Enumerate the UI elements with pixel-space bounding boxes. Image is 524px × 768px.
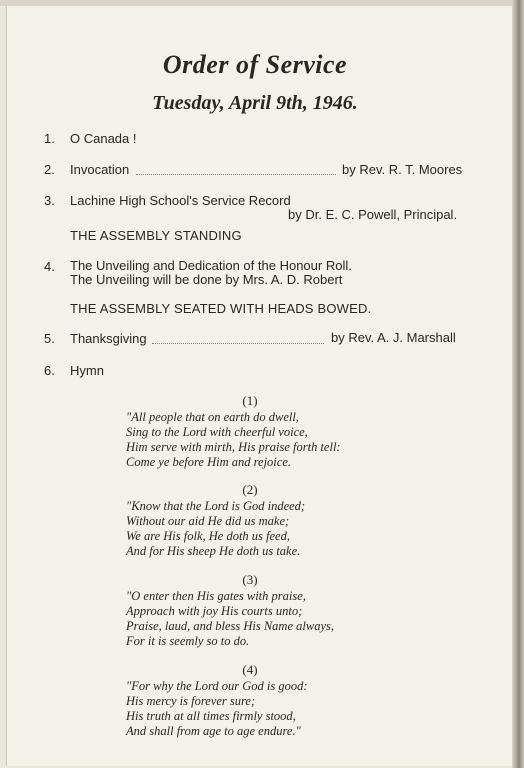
item-service-record-by: by Dr. E. C. Powell, Principal. bbox=[288, 207, 458, 222]
leader-dots bbox=[152, 343, 324, 344]
item-hymn: Hymn bbox=[70, 363, 104, 378]
verse-line: And for His sheep He doth us take. bbox=[126, 544, 301, 558]
item-number: 2. bbox=[44, 162, 55, 177]
verse-line: "Know that the Lord is God indeed; bbox=[126, 499, 306, 513]
verse-line: Without our aid He did us make; bbox=[126, 514, 290, 528]
item-invocation: Invocation bbox=[70, 162, 130, 177]
item-invocation-by: by Rev. R. T. Moores bbox=[342, 162, 463, 177]
verse-line: For it is seemly so to do. bbox=[126, 634, 250, 648]
verse-line: His mercy is forever sure; bbox=[126, 694, 256, 708]
verse-number: (4) bbox=[242, 662, 258, 677]
verse-line: Him serve with mirth, His praise forth tell: bbox=[126, 440, 341, 454]
item-number: 5. bbox=[44, 331, 55, 346]
item-thanksgiving: Thanksgiving bbox=[70, 331, 147, 346]
page-binding-edge bbox=[512, 0, 524, 768]
verse-line: Approach with joy His courts unto; bbox=[126, 604, 303, 618]
item-thanksgiving-by: by Rev. A. J. Marshall bbox=[331, 330, 456, 345]
item-honour-roll-unveiling: The Unveiling will be done by Mrs. A. D. Robert bbox=[70, 272, 343, 287]
item-number: 1. bbox=[44, 131, 55, 146]
item-number: 4. bbox=[44, 259, 55, 274]
verse-number: (1) bbox=[242, 393, 258, 408]
verse-line: Sing to the Lord with cheerful voice, bbox=[126, 425, 308, 439]
verse-number: (2) bbox=[242, 482, 258, 497]
verse-line: Praise, laud, and bless His Name always, bbox=[126, 619, 334, 633]
verse-line: And shall from age to age endure." bbox=[126, 724, 301, 738]
verse-line: His truth at all times firmly stood, bbox=[126, 709, 296, 723]
item-o-canada: O Canada ! bbox=[70, 131, 137, 146]
item-number: 3. bbox=[44, 193, 55, 208]
page-title: Order of Service bbox=[162, 50, 348, 79]
program-page bbox=[6, 6, 513, 766]
service-date: Tuesday, April 9th, 1946. bbox=[152, 92, 358, 114]
item-service-record: Lachine High School's Service Record bbox=[70, 193, 291, 208]
leader-dots bbox=[136, 174, 336, 175]
verse-line: "All people that on earth do dwell, bbox=[126, 410, 299, 424]
verse-line: We are His folk, He doth us feed, bbox=[126, 529, 290, 543]
verse-line: Come ye before Him and rejoice. bbox=[126, 455, 291, 469]
verse-line: "O enter then His gates with praise, bbox=[126, 589, 306, 603]
direction-seated: THE ASSEMBLY SEATED WITH HEADS BOWED. bbox=[70, 301, 372, 316]
verse-line: "For why the Lord our God is good: bbox=[126, 679, 308, 693]
verse-number: (3) bbox=[242, 572, 258, 587]
direction-standing: THE ASSEMBLY STANDING bbox=[70, 228, 242, 243]
item-honour-roll: The Unveiling and Dedication of the Honour Roll. bbox=[70, 258, 352, 273]
item-number: 6. bbox=[44, 363, 55, 378]
